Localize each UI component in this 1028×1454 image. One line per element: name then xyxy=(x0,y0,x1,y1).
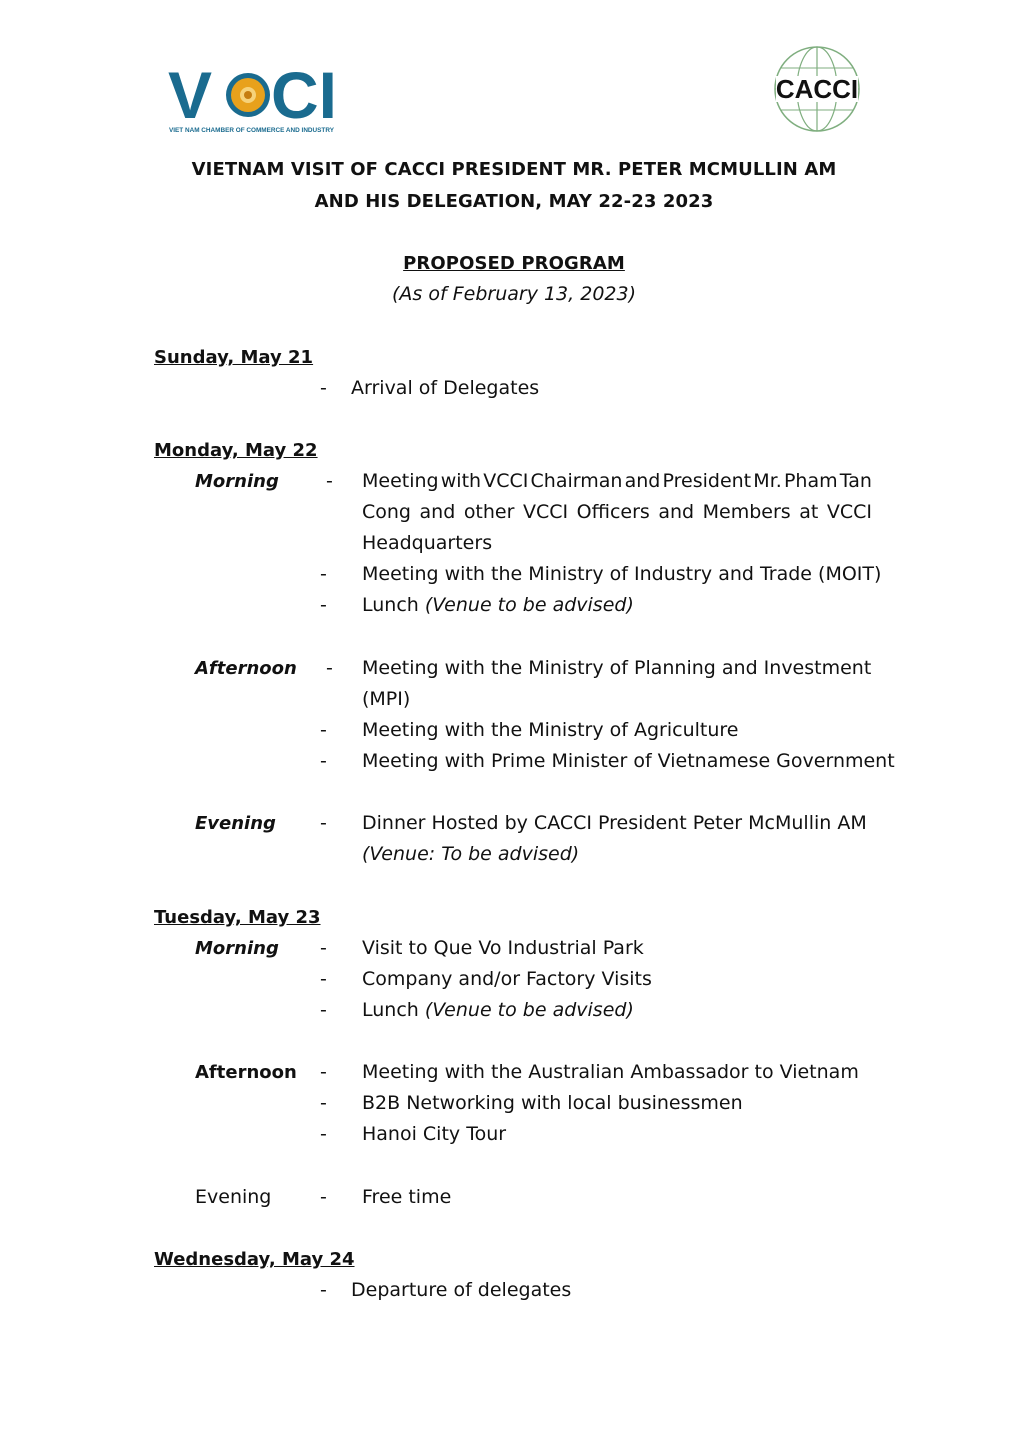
list-item: Meeting with the Australian Ambassador to Vietnam xyxy=(362,1061,859,1083)
word: at xyxy=(799,501,819,523)
document-title-line2: AND HIS DELEGATION, MAY 22-23 2023 xyxy=(314,191,714,212)
program-title: PROPOSED PROGRAM xyxy=(403,253,625,274)
as-of-date: (As of February 13, 2023) xyxy=(392,283,636,305)
item-text: Lunch xyxy=(362,594,425,616)
bullet-dash: - xyxy=(320,968,327,990)
word: Meeting xyxy=(362,470,439,492)
word: Tan xyxy=(839,470,872,492)
bullet-dash: - xyxy=(320,1061,327,1083)
bullet-dash: - xyxy=(320,812,327,834)
list-item: Meeting with the Ministry of Agriculture xyxy=(362,719,739,741)
bullet-dash: - xyxy=(320,1092,327,1114)
document-title-line1: VIETNAM VISIT OF CACCI PRESIDENT MR. PETER MCMULLIN AM xyxy=(191,159,837,180)
word: President xyxy=(662,470,752,492)
bullet-dash: - xyxy=(320,377,327,399)
word: Pham xyxy=(783,470,838,492)
list-item: Departure of delegates xyxy=(351,1279,572,1301)
bullet-dash: - xyxy=(320,719,327,741)
bullet-dash: - xyxy=(320,937,327,959)
word: other xyxy=(463,501,515,523)
list-item: Meeting with the Ministry of Planning and Investment xyxy=(362,657,872,679)
list-item: Visit to Que Vo Industrial Park xyxy=(362,937,644,959)
day-heading-tuesday: Tuesday, May 23 xyxy=(154,907,321,928)
word: and xyxy=(624,470,661,492)
vcci-logo-letters-ci: CI xyxy=(271,58,337,132)
day-heading-monday: Monday, May 22 xyxy=(154,440,318,461)
bullet-dash: - xyxy=(320,1123,327,1145)
bullet-dash: - xyxy=(320,594,327,616)
word: VCCI xyxy=(483,470,529,492)
period-label-evening: Evening xyxy=(195,813,276,834)
bullet-dash: - xyxy=(320,999,327,1021)
bullet-dash: - xyxy=(320,563,327,585)
day-heading-sunday: Sunday, May 21 xyxy=(154,347,314,368)
cacci-logo-text: CACCI xyxy=(775,74,859,104)
period-label-afternoon: Afternoon xyxy=(195,658,297,679)
period-label-morning: Morning xyxy=(195,471,279,492)
list-item: Company and/or Factory Visits xyxy=(362,968,652,990)
word: Members xyxy=(702,501,791,523)
word: and xyxy=(419,501,456,523)
word: VCCI xyxy=(522,501,569,523)
list-item: Dinner Hosted by CACCI President Peter McMullin AM xyxy=(362,812,867,834)
day-heading-wednesday: Wednesday, May 24 xyxy=(154,1249,355,1270)
list-item: Free time xyxy=(362,1186,452,1208)
bullet-dash: - xyxy=(320,750,327,772)
period-label-afternoon: Afternoon xyxy=(195,1062,297,1083)
justified-line xyxy=(362,497,872,528)
vcci-logo-letter-v: V xyxy=(168,58,213,132)
list-item: Meeting with Prime Minister of Vietnamese Government xyxy=(362,750,895,772)
list-item: Arrival of Delegates xyxy=(351,377,540,399)
justified-line xyxy=(362,466,872,497)
vcci-logo xyxy=(168,58,337,136)
list-item-continued: (MPI) xyxy=(362,688,411,710)
bullet-dash: - xyxy=(326,657,333,679)
list-item-continued: Headquarters xyxy=(362,532,493,554)
period-label-evening: Evening xyxy=(195,1186,272,1208)
list-item xyxy=(362,995,634,1026)
venue-note: (Venue to be advised) xyxy=(424,594,634,616)
venue-note: (Venue to be advised) xyxy=(424,999,634,1021)
word: Chairman xyxy=(530,470,623,492)
word: with xyxy=(440,470,482,492)
vcci-logo-graphic xyxy=(168,58,337,136)
list-item: Hanoi City Tour xyxy=(362,1123,507,1145)
cacci-globe-icon xyxy=(772,44,862,134)
bullet-dash: - xyxy=(320,1279,327,1301)
word: Officers xyxy=(576,501,650,523)
period-label-morning: Morning xyxy=(195,938,279,959)
list-item: B2B Networking with local businessmen xyxy=(362,1092,743,1114)
bullet-dash: - xyxy=(320,1186,327,1208)
venue-note: (Venue: To be advised) xyxy=(362,843,580,865)
cacci-logo xyxy=(772,44,862,134)
word: VCCI xyxy=(826,501,872,523)
item-text: Lunch xyxy=(362,999,425,1021)
list-item xyxy=(362,590,634,621)
word: Cong xyxy=(362,501,411,523)
list-item: Meeting with the Ministry of Industry and Trade (MOIT) xyxy=(362,563,882,585)
word: and xyxy=(658,501,695,523)
word: Mr. xyxy=(753,470,782,492)
bullet-dash: - xyxy=(326,470,333,492)
vcci-sun-icon xyxy=(226,73,270,117)
vcci-logo-subtitle: VIET NAM CHAMBER OF COMMERCE AND INDUSTRY xyxy=(169,127,334,134)
